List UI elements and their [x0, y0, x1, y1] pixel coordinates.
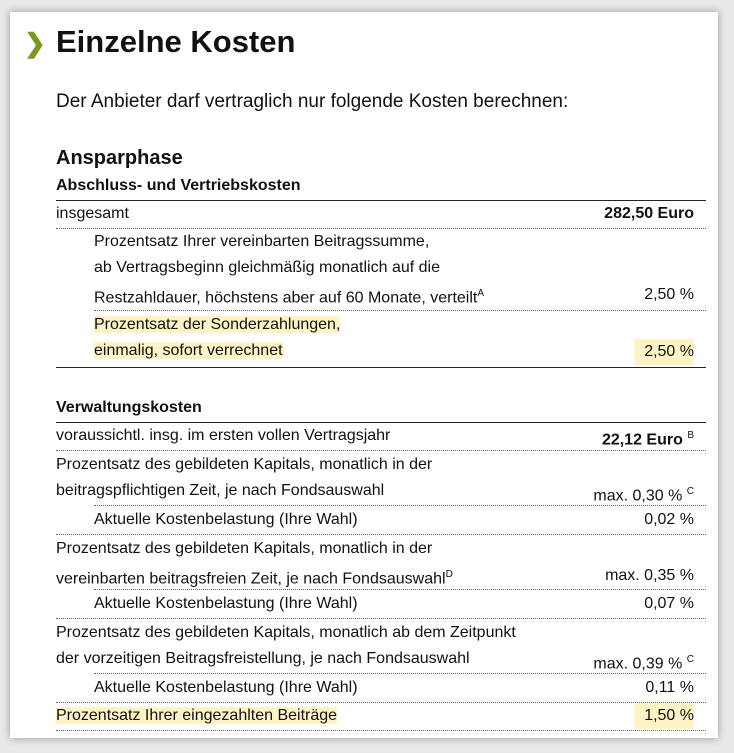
- vorzeitig-aktuell-label: Aktuelle Kostenbelastung (Ihre Wahl): [94, 679, 358, 696]
- section-title-ansparphase: Ansparphase: [56, 147, 183, 169]
- pflicht-value: max. 0,30 % $^C$: [593, 486, 694, 505]
- abschluss-insgesamt-value: 282,50 Euro: [604, 205, 694, 222]
- dotted-divider: [94, 673, 706, 674]
- eingezahlt-label: Prozentsatz Ihrer eingezahlten Beiträge: [56, 707, 338, 724]
- pflicht-line-2: beitragspflichtigen Zeit, je nach Fondsauswahl: [56, 482, 385, 499]
- dotted-divider: [56, 534, 706, 535]
- dotted-divider: [94, 589, 706, 590]
- beitrag-value: 2,50 %: [644, 286, 694, 303]
- beitrag-line-3: Restzahldauer, höchstens aber auf 60 Monate, verteilt$^A$: [94, 288, 485, 307]
- dotted-divider: [94, 310, 706, 311]
- frei-aktuell-value: 0,07 %: [644, 595, 694, 612]
- vorzeitig-line-2: der vorzeitigen Beitragsfreistellung, je nach Fondsauswahl: [56, 650, 470, 667]
- vorzeitig-aktuell-value: 0,11 %: [645, 679, 694, 696]
- beitrag-line-1: Prozentsatz Ihrer vereinbarten Beitragssumme,: [94, 233, 430, 250]
- sonder-value: 2,50 %: [634, 339, 694, 365]
- abschluss-insgesamt-label: insgesamt: [56, 205, 129, 222]
- divider: [56, 367, 706, 368]
- pflicht-aktuell-label: Aktuelle Kostenbelastung (Ihre Wahl): [94, 511, 358, 528]
- pflicht-aktuell-value: 0,02 %: [644, 511, 694, 528]
- beitrag-line-2: ab Vertragsbeginn gleichmäßig monatlich auf die: [94, 259, 440, 276]
- dotted-divider: [56, 450, 706, 451]
- frei-value: max. 0,35 %: [605, 567, 694, 584]
- frei-line-2: vereinbarten beitragsfreien Zeit, je nach Fondsauswahl$^D$: [56, 569, 453, 588]
- sonder-line-1: Prozentsatz der Sonderzahlungen,: [94, 316, 341, 333]
- vorzeitig-value: max. 0,39 % $^C$: [593, 654, 694, 673]
- dotted-divider: [56, 730, 706, 731]
- pflicht-line-1: Prozentsatz des gebildeten Kapitals, monatlich in der: [56, 456, 433, 473]
- vorzeitig-line-1: Prozentsatz des gebildeten Kapitals, monatlich ab dem Zeitpunkt: [56, 624, 516, 641]
- page-title: Einzelne Kosten: [56, 24, 296, 59]
- eingezahlt-value: 1,50 %: [634, 703, 694, 729]
- dotted-divider: [94, 505, 706, 506]
- dotted-divider: [56, 618, 706, 619]
- sonder-line-2: einmalig, sofort verrechnet: [94, 342, 283, 359]
- erstes-jahr-value: 22,12 Euro $^B$: [601, 430, 694, 449]
- frei-line-1: Prozentsatz des gebildeten Kapitals, monatlich in der: [56, 540, 433, 557]
- document-page: [10, 12, 718, 738]
- frei-aktuell-label: Aktuelle Kostenbelastung (Ihre Wahl): [94, 595, 358, 612]
- chevron-right-icon: ❯: [24, 28, 46, 58]
- intro-text: Der Anbieter darf vertraglich nur folgende Kosten berechnen:: [56, 91, 569, 112]
- subsection-title-abschluss: Abschluss- und Vertriebskosten: [56, 177, 301, 194]
- erstes-jahr-label: voraussichtl. insg. im ersten vollen Vertragsjahr: [56, 427, 391, 444]
- subsection-title-verwaltung: Verwaltungskosten: [56, 399, 202, 416]
